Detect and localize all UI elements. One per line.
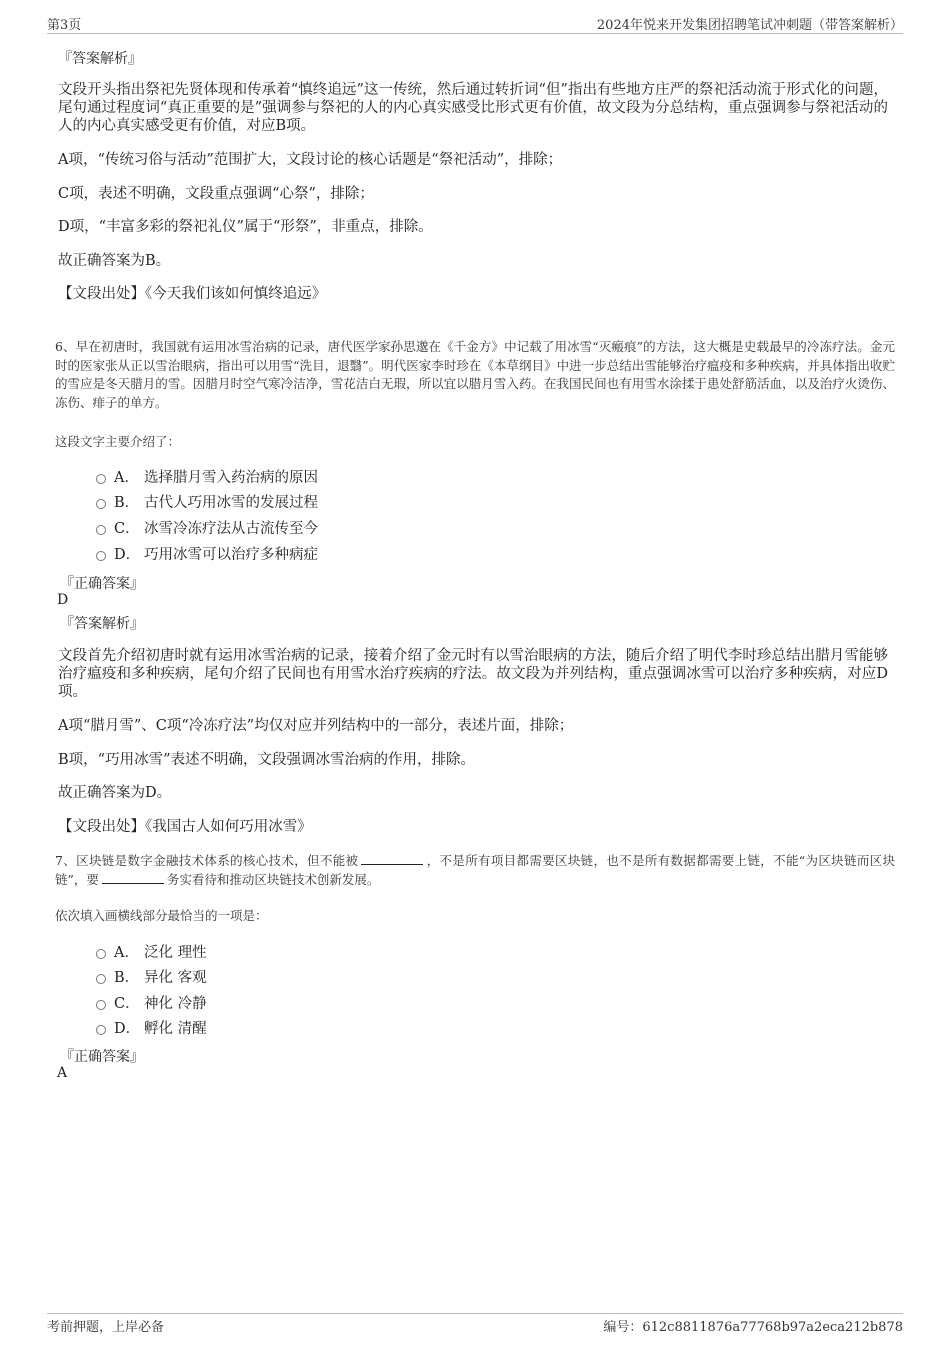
radio-button[interactable] (96, 551, 106, 561)
source-line: 【文段出处】《我国古人如何巧用冰雪》 (58, 819, 312, 835)
correct-answer-value: D (57, 592, 69, 608)
radio-button[interactable] (96, 525, 106, 535)
fill-blank[interactable] (361, 853, 423, 865)
radio-button[interactable] (96, 499, 106, 509)
radio-button[interactable] (96, 1025, 106, 1035)
q7-option-a[interactable]: A． 泛化 理性 (96, 941, 207, 961)
analysis-option-b: B项，“巧用冰雪”表述不明确，文段强调冰雪治病的作用，排除。 (58, 752, 475, 768)
page-header (47, 12, 903, 34)
footer-slogan: 考前押题，上岸必备 (47, 1320, 165, 1335)
question-7-prompt: 依次填入画横线部分最恰当的一项是： (55, 908, 268, 923)
analysis-label: 『答案解析』 (60, 616, 144, 632)
analysis-option-d: D项，“丰富多彩的祭祀礼仪”属于“形祭”，非重点，排除。 (58, 219, 433, 235)
analysis-paragraph: 文段首先介绍初唐时就有运用冰雪治病的记录，接着介绍了金元时有以雪治眼病的方法，随后介绍了明代李时珍总结出腊月雪能够治疗瘟疫和多种疾病，尾句介绍了民间也有用雪水治疗疾病的疗法。故文段为并列结构，重点强调冰雪可以治疗多种疾病，对应D项。 (58, 648, 888, 700)
analysis-option-a: A项，“传统习俗与活动”范围扩大，文段讨论的核心话题是“祭祀活动”，排除； (58, 152, 563, 168)
q6-option-a[interactable]: A． 选择腊月雪入药治病的原因 (96, 466, 318, 486)
analysis-paragraph: 文段开头指出祭祀先贤体现和传承着“慎终追远”这一传统，然后通过转折词“但”指出有些地方庄严的祭祀活动流于形式化的问题，尾句通过程度词“真正重要的是”强调参与祭祀的人的内心真实感受比形式更有价值，故文段为分总结构，重点强调参与祭祀活动的人的内心真实感受更有价值，对应B项。 (58, 82, 888, 134)
document-title: 2024年悦来开发集团招聘笔试冲刺题（带答案解析） (596, 18, 903, 33)
correct-answer-value: A (57, 1065, 68, 1081)
correct-answer-label: 『正确答案』 (60, 576, 144, 592)
q7-option-c[interactable]: C． 神化 冷静 (96, 992, 207, 1012)
page-number: 第3页 (47, 18, 82, 33)
question-6-prompt: 这段文字主要介绍了： (55, 434, 181, 449)
q6-option-c[interactable]: C． 冰雪冷冻疗法从古流传至今 (96, 517, 318, 537)
q7-option-d[interactable]: D． 孵化 清醒 (96, 1017, 207, 1037)
analysis-conclusion: 故正确答案为D。 (58, 785, 172, 801)
radio-button[interactable] (96, 949, 106, 959)
radio-button[interactable] (96, 474, 106, 484)
radio-button[interactable] (96, 974, 106, 984)
question-6-text: 6、早在初唐时，我国就有运用冰雪治病的记录，唐代医学家孙思邈在《千金方》中记载了用冰雪“灭瘢痕”的方法，这大概是史载最早的冷冻疗法。金元时的医家张从正以雪治眼病，指出可以用雪“洗目，退翳”。明代医家李时珍在《本草纲目》中进一步总结出雪能够治疗瘟疫和多种疾病，并具体指出收贮的雪应是冬天腊月的雪。因腊月时空气寒冷洁净，雪花洁白无瑕，所以宜以腊月雪入药。在我国民间也有用雪水涂揉于患处舒筋活血，以及治疗火烫伤、冻伤、痱子的单方。 (55, 339, 895, 410)
fill-blank[interactable] (102, 872, 164, 884)
analysis-conclusion: 故正确答案为B。 (58, 253, 171, 269)
analysis-option-c: C项，表述不明确，文段重点强调“心祭”，排除； (58, 186, 374, 202)
correct-answer-label: 『正确答案』 (60, 1049, 144, 1065)
question-7-text: 7、区块链是数字金融技术体系的核心技术，但不能被 ，不是所有项目都需要区块链，也不是所有数据都需要上链，不能“为区块链而区块链”，要 务实看待和推动区块链技术创新发展。 (55, 853, 895, 887)
source-line: 【文段出处】《今天我们该如何慎终追远》 (58, 286, 327, 302)
analysis-label: 『答案解析』 (58, 51, 142, 67)
document-code: 编号：612c8811876a77768b97a2eca212b878 (603, 1320, 903, 1335)
radio-button[interactable] (96, 1000, 106, 1010)
analysis-option-ac: A项“腊月雪”、C项“冷冻疗法”均仅对应并列结构中的一部分，表述片面，排除； (58, 718, 574, 734)
page-footer (47, 1313, 903, 1335)
q6-option-d[interactable]: D． 巧用冰雪可以治疗多种病症 (96, 543, 318, 563)
q7-option-b[interactable]: B． 异化 客观 (96, 966, 207, 986)
q6-option-b[interactable]: B． 古代人巧用冰雪的发展过程 (96, 491, 318, 511)
